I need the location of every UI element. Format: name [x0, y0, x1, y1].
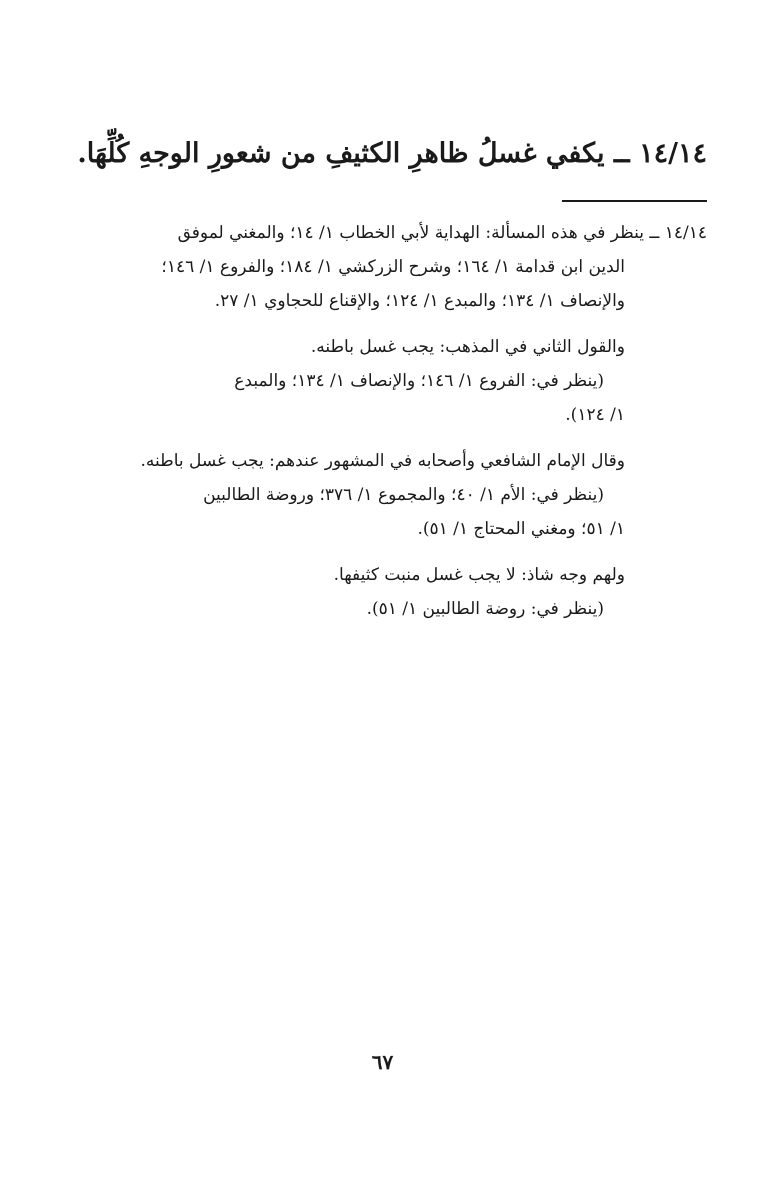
- footnote-line-3: والإنصاف ١/ ١٣٤؛ والمبدع ١/ ١٢٤؛ والإقناع للحجاوي ١/ ٢٧.: [214, 291, 625, 311]
- footnote-reference-3a: (ينظر في: الأم ١/ ٤٠؛ والمجموع ١/ ٣٧٦؛ وروضة الطالبين: [203, 485, 604, 505]
- footnote-divider: [562, 200, 707, 202]
- footnote-reference-2a: (ينظر في: الفروع ١/ ١٤٦؛ والإنصاف ١/ ١٣٤؛ والمبدع: [234, 371, 604, 391]
- main-text: [77, 128, 707, 180]
- main-heading: ١٤/١٤ ــ يكفي غسلُ ظاهرِ الكثيفِ من شعورِ الوجهِ كُلِّهَا.: [77, 138, 707, 169]
- footnote-reference-2b: ١/ ١٢٤).: [565, 405, 625, 425]
- footnote-paragraph-3: وقال الإمام الشافعي وأصحابه في المشهور عندهم: يجب غسل باطنه.: [140, 451, 625, 471]
- footnote-line-1: ١٤/١٤ ــ ينظر في هذه المسألة: الهداية لأبي الخطاب ١/ ١٤؛ والمغني لموفق: [177, 223, 707, 243]
- footnotes: [57, 216, 707, 626]
- page-number: ٦٧: [371, 1050, 394, 1074]
- footnote-reference-3b: ١/ ٥١؛ ومغني المحتاج ١/ ٥١).: [417, 519, 625, 539]
- footnote-paragraph-4: ولهم وجه شاذ: لا يجب غسل منبت كثيفها.: [333, 565, 625, 585]
- footnote-reference-4: (ينظر في: روضة الطالبين ١/ ٥١).: [366, 599, 604, 619]
- footnote-line-2: الدين ابن قدامة ١/ ١٦٤؛ وشرح الزركشي ١/ ١٨٤؛ والفروع ١/ ١٤٦؛: [161, 257, 625, 277]
- footnote-paragraph-2: والقول الثاني في المذهب: يجب غسل باطنه.: [310, 337, 625, 357]
